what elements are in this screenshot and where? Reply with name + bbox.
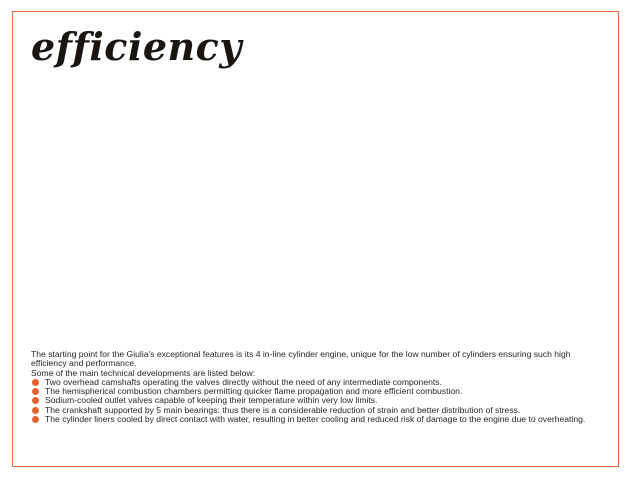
list-item-text: Sodium-cooled outlet valves capable of keeping their temperature within very low limits. (45, 395, 378, 406)
lead-in-line: Some of the main technical developments are listed below: (31, 367, 256, 378)
feature-list (31, 378, 604, 424)
bullet-dot-icon (32, 397, 39, 404)
list-item-text: Two overhead camshafts operating the valves directly without the need of any intermediate components. (45, 376, 442, 387)
list-item-text: The hemispherical combustion chambers permitting quicker flame propagation and more efficient combustion. (45, 386, 463, 397)
list-item-text: The crankshaft supported by 5 main bearings: thus there is a considerable reduction of strain and better distribution of stress. (45, 404, 521, 415)
bullet-dot-icon (32, 388, 39, 395)
body-text (31, 350, 604, 424)
page-title: efficiency (31, 24, 242, 69)
bullet-dot-icon (32, 407, 39, 414)
intro-paragraph: The starting point for the Giulia's exceptional features is its 4 in-line cylinder engine, unique for the low number of cylinders ensuring such high efficiency and performance. (31, 349, 571, 369)
list-item (31, 415, 604, 424)
bullet-dot-icon (32, 416, 39, 423)
bullet-dot-icon (32, 379, 39, 386)
list-item-text: The cylinder liners cooled by direct contact with water, resulting in better cooling and reduced risk of damage to the engine due to overheating. (45, 414, 586, 425)
